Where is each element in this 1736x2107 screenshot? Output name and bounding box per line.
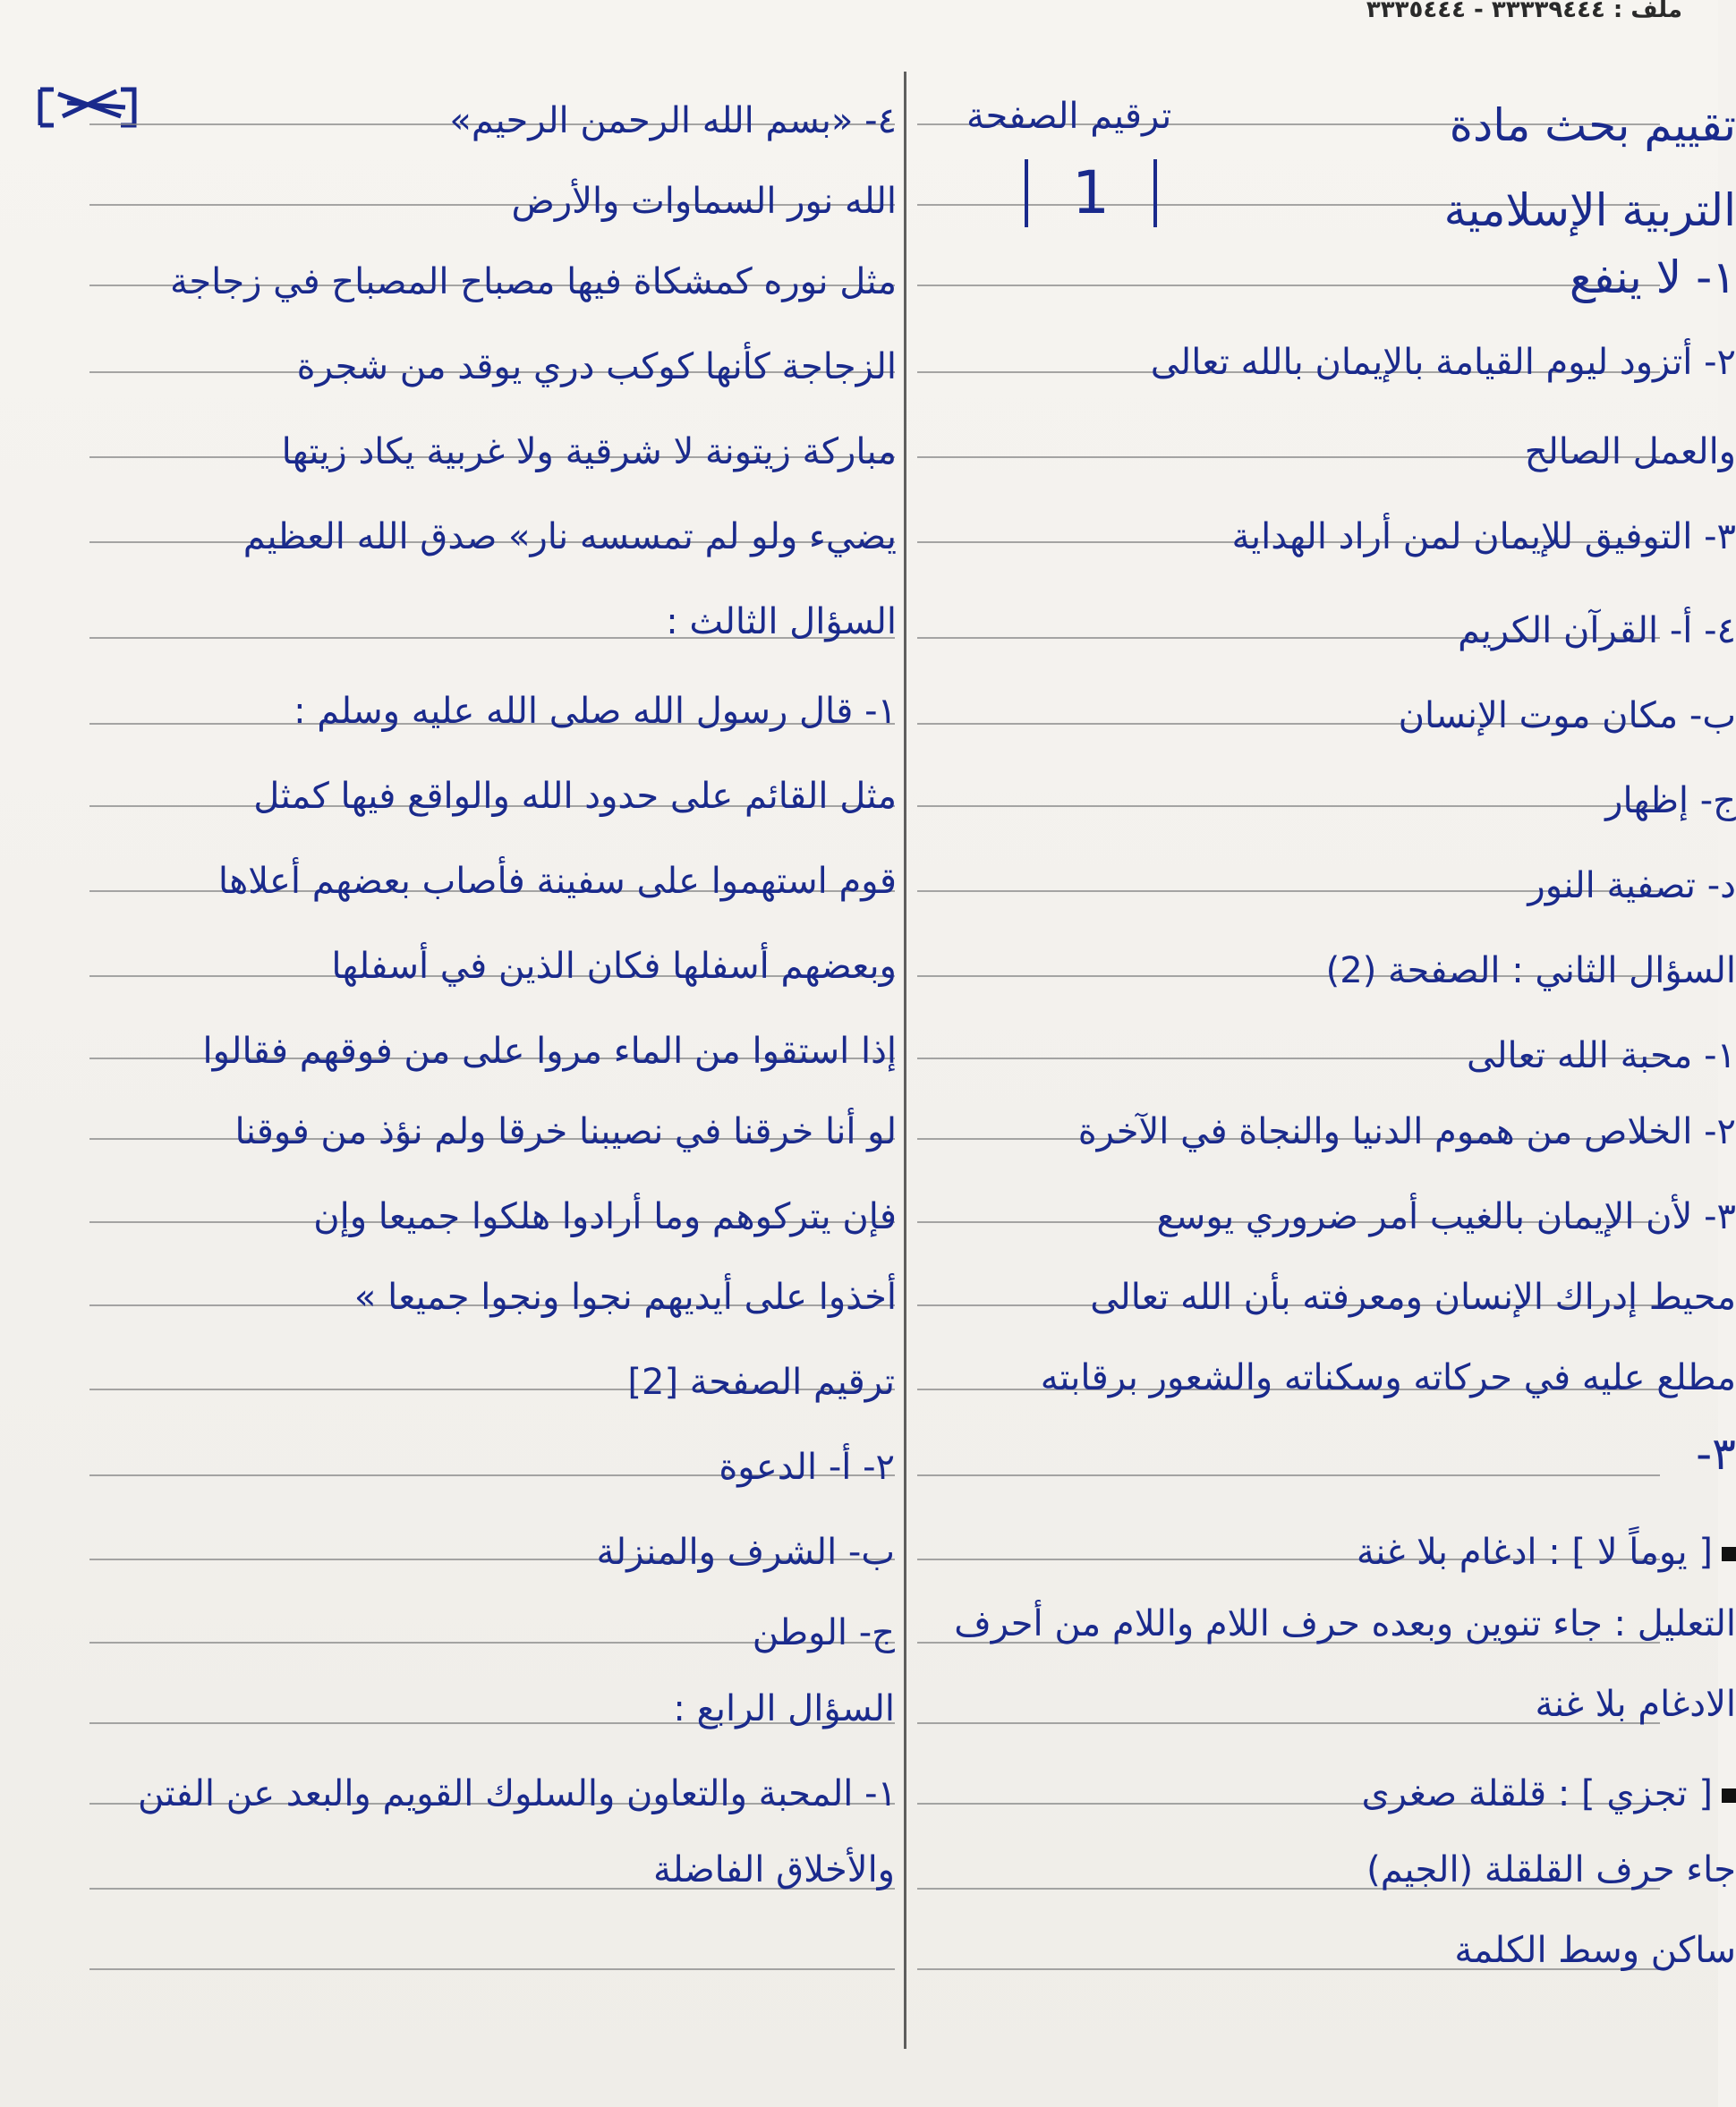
left-line-13: لو أنا خرقنا في نصيبنا خرقا ولم نؤذ من فوقنا	[234, 1111, 897, 1152]
right-line-11: السؤال الثاني : الصفحة (2)	[1325, 950, 1736, 991]
right-line-23: ساكن وسط الكلمة	[1454, 1930, 1736, 1971]
left-line-17: ٢- أ- الدعوة	[719, 1447, 895, 1488]
left-line-14: فإن يتركوهم وما أرادوا هلكوا جميعا وإن	[313, 1196, 897, 1237]
right-line-10: د- تصفية النور	[1528, 865, 1736, 906]
left-line-21: ١- المحبة والتعاون والسلوك القويم والبعد عن الفتن	[137, 1773, 897, 1814]
right-line-8: ب- مكان موت الإنسان	[1398, 695, 1736, 736]
ruled-line	[89, 1968, 895, 1970]
bullet-square-icon	[1722, 1788, 1736, 1803]
right-line-1: تقييم بحث مادة	[1449, 99, 1736, 151]
left-line-6: يضيء ولو لم تمسسه نار» صدق الله العظيم	[243, 516, 897, 557]
right-line-18: [ يوماً لا ] : ادغام بلا غنة	[966, 1525, 1736, 1579]
right-line-14: ٣- لأن الإيمان بالغيب أمر ضروري يوسع	[1156, 1196, 1736, 1237]
left-line-19: ج- الوطن	[752, 1612, 895, 1653]
left-line-5: مباركة زيتونة لا شرقية ولا غربية يكاد زيتها	[281, 431, 897, 472]
right-line-13: ٢- الخلاص من هموم الدنيا والنجاة في الآخرة	[1077, 1111, 1736, 1152]
right-line-12: ١- محبة الله تعالى	[1467, 1035, 1736, 1076]
top-note: ملف : ٣٣٣٣٩٤٤٤ - ٣٣٣٥٤٤٤	[1366, 0, 1682, 23]
page-number-box: 1	[1025, 159, 1157, 227]
left-line-2: الله نور السماوات والأرض	[511, 181, 897, 222]
left-line-16: ترقيم الصفحة [2]	[627, 1362, 895, 1403]
left-line-3: مثل نوره كمشكاة فيها مصباح المصباح في زجاجة	[169, 261, 897, 302]
left-line-9: مثل القائم على حدود الله والواقع فيها كمثل	[253, 776, 897, 817]
column-divider	[904, 72, 906, 2049]
right-line-19: التعليل : جاء تنوين وبعده حرف اللام واللام من أحرف	[954, 1603, 1736, 1644]
right-line-4: ٢- أتزود ليوم القيامة بالإيمان بالله تعالى	[1150, 342, 1736, 383]
left-line-18: ب- الشرف والمنزلة	[596, 1532, 895, 1573]
right-line-9: ج- إظهار	[1605, 780, 1736, 821]
bullet-square-icon	[1722, 1547, 1736, 1561]
left-line-11: وبعضهم أسفلها فكان الذين في أسفلها	[331, 946, 897, 987]
right-line-16: مطلع عليه في حركاته وسكناته والشعور برقابته	[1040, 1357, 1736, 1398]
left-line-15: أخذوا على أيديهم نجوا ونجوا جميعا »	[353, 1277, 897, 1318]
right-line-6: ٣- التوفيق للإيمان لمن أراد الهداية	[1231, 516, 1736, 557]
left-line-20: السؤال الرابع :	[673, 1688, 895, 1729]
right-line-5: والعمل الصالح	[1524, 431, 1736, 472]
right-line-15: محيط إدراك الإنسان ومعرفته بأن الله تعالى	[1090, 1277, 1736, 1318]
right-line-21: [ تجزي ] : قلقلة صغرى	[966, 1767, 1736, 1821]
right-line-22: جاء حرف القلقلة (الجيم)	[1366, 1849, 1736, 1890]
right-line-7: ٤- أ- القرآن الكريم	[1458, 610, 1736, 651]
left-line-10: قوم استهموا على سفينة فأصاب بعضهم أعلاها	[217, 861, 897, 902]
left-line-7: السؤال الثالث :	[666, 601, 897, 642]
right-line-20: الادغام بلا غنة	[1535, 1684, 1736, 1725]
right-line-3: ١- لا ينفع	[1569, 251, 1736, 303]
right-line-2: التربية الإسلامية	[1443, 184, 1736, 236]
page-label: ترقيم الصفحة	[966, 96, 1172, 137]
left-line-8: ١- قال رسول الله صلى الله عليه وسلم :	[294, 691, 897, 732]
right-line-17: ٣-	[1696, 1428, 1736, 1480]
left-line-1: ٤- «بسم الله الرحمن الرحيم»	[449, 100, 897, 141]
left-line-4: الزجاجة كأنها كوكب دري يوقد من شجرة	[296, 346, 897, 387]
left-line-12: إذا استقوا من الماء مروا على من فوقهم فقالوا	[202, 1031, 897, 1072]
left-line-22: والأخلاق الفاضلة	[653, 1849, 895, 1890]
